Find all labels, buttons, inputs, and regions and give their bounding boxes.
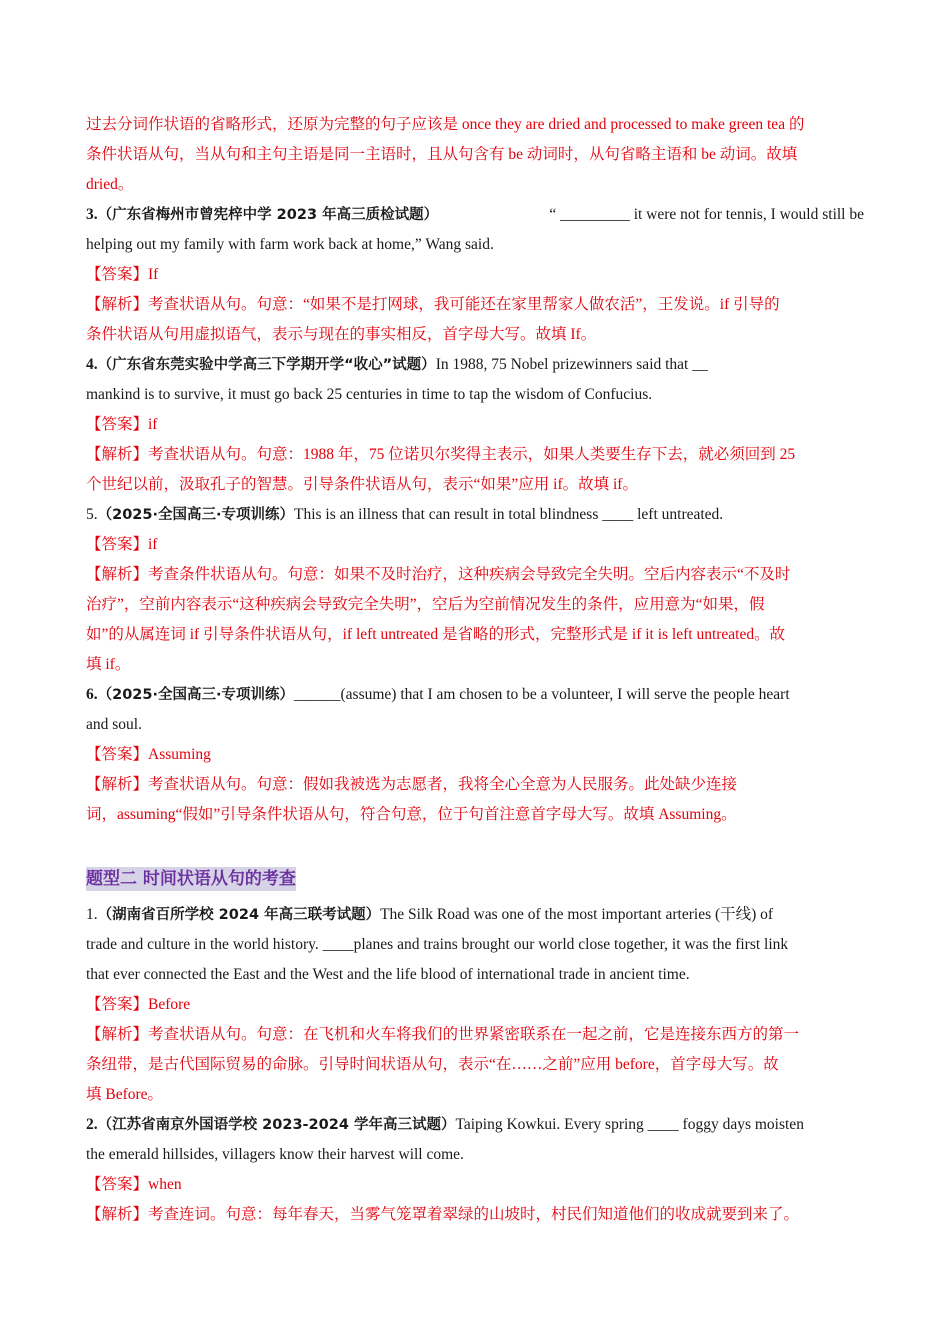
section-heading-text: 题型二 时间状语从句的考查 — [86, 869, 296, 889]
question-6 — [86, 680, 864, 830]
analysis-line: 【解析】考查连词。句意：每年春天，当雾气笼罩着翠绿的山坡时，村民们知道他们的收成就要到来了。 — [86, 1206, 800, 1223]
answer: 【答案】Assuming — [86, 746, 211, 763]
question-text: Taiping Kowkui. Every spring ____ foggy days moisten — [455, 1116, 804, 1133]
analysis-line: 【解析】考查状语从句。句意：在飞机和火车将我们的世界紧密联系在一起之前，它是连接东西方的第一 — [86, 1026, 800, 1043]
question-number: 6. — [86, 686, 98, 703]
question-stem — [86, 680, 864, 710]
question-source: （2025·全国高三·专项训练） — [97, 507, 294, 523]
analysis-line: 过去分词作状语的省略形式，还原为完整的句子应该是 once they are dried and processed to make green tea 的 — [86, 116, 805, 133]
analysis-line: 【解析】考查状语从句。句意：“如果不是打网球，我可能还在家里帮家人做农活”，王发说。if 引导的 — [86, 296, 780, 313]
previous-analysis-continuation — [86, 110, 864, 200]
question-source: （广东省梅州市曾宪梓中学 2023 年高三质检试题） — [97, 207, 439, 223]
analysis-line: 条件状语从句用虚拟语气，表示与现在的事实相反，首字母大写。故填 If。 — [86, 326, 597, 343]
question-stem — [86, 350, 864, 380]
question-source: （2025·全国高三·专项训练） — [97, 687, 294, 703]
question-5 — [86, 500, 864, 680]
analysis-line: 【解析】考查状语从句。句意：1988 年，75 位诺贝尔奖得主表示，如果人类要生存下去，就必须回到 25 — [86, 446, 796, 463]
question-number: 2. — [86, 1116, 98, 1133]
answer: 【答案】when — [86, 1176, 182, 1193]
section2-question-1 — [86, 900, 864, 1110]
section2-question-2 — [86, 1110, 864, 1230]
question-number: 4. — [86, 356, 98, 373]
question-text: that ever connected the East and the West and the life blood of international trade in ancient time. — [86, 966, 690, 983]
document-page — [86, 110, 864, 1230]
question-text: the emerald hillsides, villagers know their harvest will come. — [86, 1146, 464, 1163]
analysis-line: 【解析】考查条件状语从句。句意：如果不及时治疗，这种疾病会导致完全失明。空后内容表示“不及时 — [86, 566, 791, 583]
question-stem — [86, 1110, 864, 1140]
analysis-line: 填 if。 — [86, 656, 131, 673]
question-text: mankind is to survive, it must go back 25 centuries in time to tap the wisdom of Confucius. — [86, 386, 653, 403]
question-source: （湖南省百所学校 2024 年高三联考试题） — [97, 907, 381, 923]
analysis-line: 如”的从属连词 if 引导条件状语从句，if left untreated 是省略的形式，完整形式是 if it is left untreated。故 — [86, 626, 786, 643]
answer: 【答案】If — [86, 266, 159, 283]
question-text: trade and culture in the world history. ____planes and trains brought our world close together, it was the first link — [86, 936, 789, 953]
question-source: （江苏省南京外国语学校 2023-2024 学年高三试题） — [97, 1117, 456, 1133]
question-number: 3. — [86, 206, 98, 223]
question-text: ______(assume) that I am chosen to be a volunteer, I will serve the people heart — [294, 686, 790, 703]
question-4 — [86, 350, 864, 500]
question-text: In 1988, 75 Nobel prizewinners said that __ — [435, 356, 708, 373]
answer: 【答案】if — [86, 536, 158, 553]
question-number: 5. — [86, 506, 98, 523]
analysis-line: dried。 — [86, 176, 134, 193]
answer: 【答案】Before — [86, 996, 191, 1013]
question-text: and soul. — [86, 716, 142, 733]
question-text: The Silk Road was one of the most important arteries (干线) of — [380, 906, 774, 923]
analysis-line: 条件状语从句，当从句和主句主语是同一主语时，且从句含有 be 动词时，从句省略主语和 be 动词。故填 — [86, 146, 798, 163]
question-stem — [86, 200, 864, 230]
analysis-line: 词，assuming“假如”引导条件状语从句，符合句意，位于句首注意首字母大写。故填 Assuming。 — [86, 806, 737, 823]
question-text: helping out my family with farm work back at home,” Wang said. — [86, 236, 494, 253]
question-3 — [86, 200, 864, 350]
question-number: 1. — [86, 906, 98, 923]
analysis-line: 条纽带，是古代国际贸易的命脉。引导时间状语从句，表示“在……之前”应用 before，首字母大写。故 — [86, 1056, 779, 1073]
analysis-line: 填 Before。 — [86, 1086, 164, 1103]
analysis-line: 个世纪以前，汲取孔子的智慧。引导条件状语从句，表示“如果”应用 if。故填 if。 — [86, 476, 638, 493]
question-source: （广东省东莞实验中学高三下学期开学“收心”试题） — [97, 357, 436, 373]
question-text: “ _________ it were not for tennis, I would still be — [549, 206, 864, 223]
analysis-line: 【解析】考查状语从句。句意：假如我被选为志愿者，我将全心全意为人民服务。此处缺少连接 — [86, 776, 738, 793]
question-stem — [86, 900, 864, 930]
analysis-line: 治疗”，空前内容表示“这种疾病会导致完全失明”，空后为空前情况发生的条件，应用意为“如果，假 — [86, 596, 765, 613]
question-text: This is an illness that can result in total blindness ____ left untreated. — [294, 506, 724, 523]
answer: 【答案】if — [86, 416, 158, 433]
question-stem — [86, 500, 864, 530]
section-heading — [86, 864, 864, 894]
